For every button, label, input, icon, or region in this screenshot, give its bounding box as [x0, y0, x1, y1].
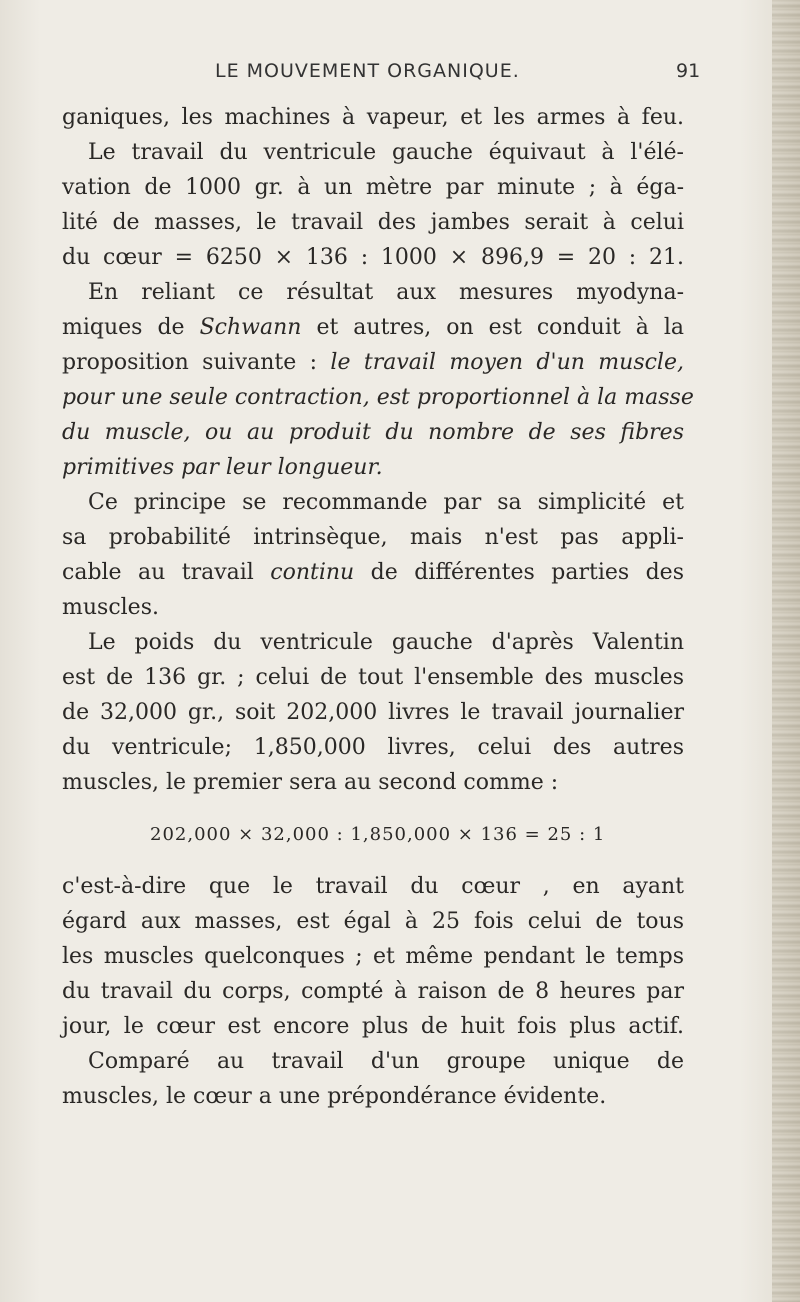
body-text [62, 100, 694, 800]
text-line [62, 555, 684, 590]
text-line [62, 345, 684, 380]
text-line: du cœur = 6250 × 136 : 1000 × 896,9 = 20 : 21. [62, 245, 684, 270]
text-line: ganiques, les machines à vapeur, et les armes à feu. [62, 105, 684, 130]
text-line: de 32,000 gr., soit 202,000 livres le travail journalier [62, 700, 684, 725]
text-line: muscles, le premier sera au second comme : [62, 770, 559, 795]
page-header [0, 56, 800, 86]
ratio-formula: 202,000 × 32,000 : 1,850,000 × 136 = 25 : 1 [150, 824, 606, 845]
text-line: En reliant ce résultat aux mesures myodyna- [88, 280, 684, 305]
text-line: égard aux masses, est égal à 25 fois celui de tous [62, 909, 684, 934]
principle-italic: le travail moyen d'un muscle, [330, 350, 684, 375]
text-line: muscles. [62, 595, 159, 620]
text-span: proposition suivante : [62, 350, 331, 375]
text-span: miques de [62, 315, 200, 340]
text-line: du ventricule; 1,850,000 livres, celui des autres [62, 735, 684, 760]
text-line: Ce principe se recommande par sa simplicité et [88, 490, 684, 515]
page-edge [772, 0, 800, 1302]
author-name-italic: Schwann [199, 315, 302, 340]
principle-line: pour une seule contraction, est proportionnel à la masse [62, 385, 694, 410]
text-line: muscles, le cœur a une prépondérance évidente. [62, 1084, 607, 1109]
text-line: les muscles quelconques ; et même pendant le temps [62, 944, 684, 969]
body-text-continued [62, 869, 684, 1114]
text-span: de différentes parties des [354, 560, 684, 585]
text-line: lité de masses, le travail des jambes serait à celui [62, 210, 684, 235]
text-line: vation de 1000 gr. à un mètre par minute ; à éga- [62, 175, 684, 200]
running-title: LE MOUVEMENT ORGANIQUE. [215, 60, 520, 82]
text-line: Le poids du ventricule gauche d'après Valentin [88, 630, 684, 655]
text-line: du travail du corps, compté à raison de 8 heures par [62, 979, 684, 1004]
text-line: c'est-à-dire que le travail du cœur , en ayant [62, 874, 684, 899]
text-line: Le travail du ventricule gauche équivaut à l'élé- [88, 140, 684, 165]
text-span: cable au travail [62, 560, 271, 585]
principle-line: du muscle, ou au produit du nombre de ses fibres [62, 420, 684, 445]
text-line: sa probabilité intrinsèque, mais n'est pas appli- [62, 525, 684, 550]
page-number: 91 [676, 60, 701, 82]
text-line: est de 136 gr. ; celui de tout l'ensemble des muscles [62, 665, 684, 690]
text-line: Comparé au travail d'un groupe unique de [88, 1049, 684, 1074]
text-line [62, 310, 684, 345]
principle-line: primitives par leur longueur. [62, 455, 383, 480]
text-span: et autres, on est conduit à la [301, 315, 684, 340]
emphasis-italic: continu [270, 560, 355, 585]
text-line: jour, le cœur est encore plus de huit fois plus actif. [62, 1014, 684, 1039]
